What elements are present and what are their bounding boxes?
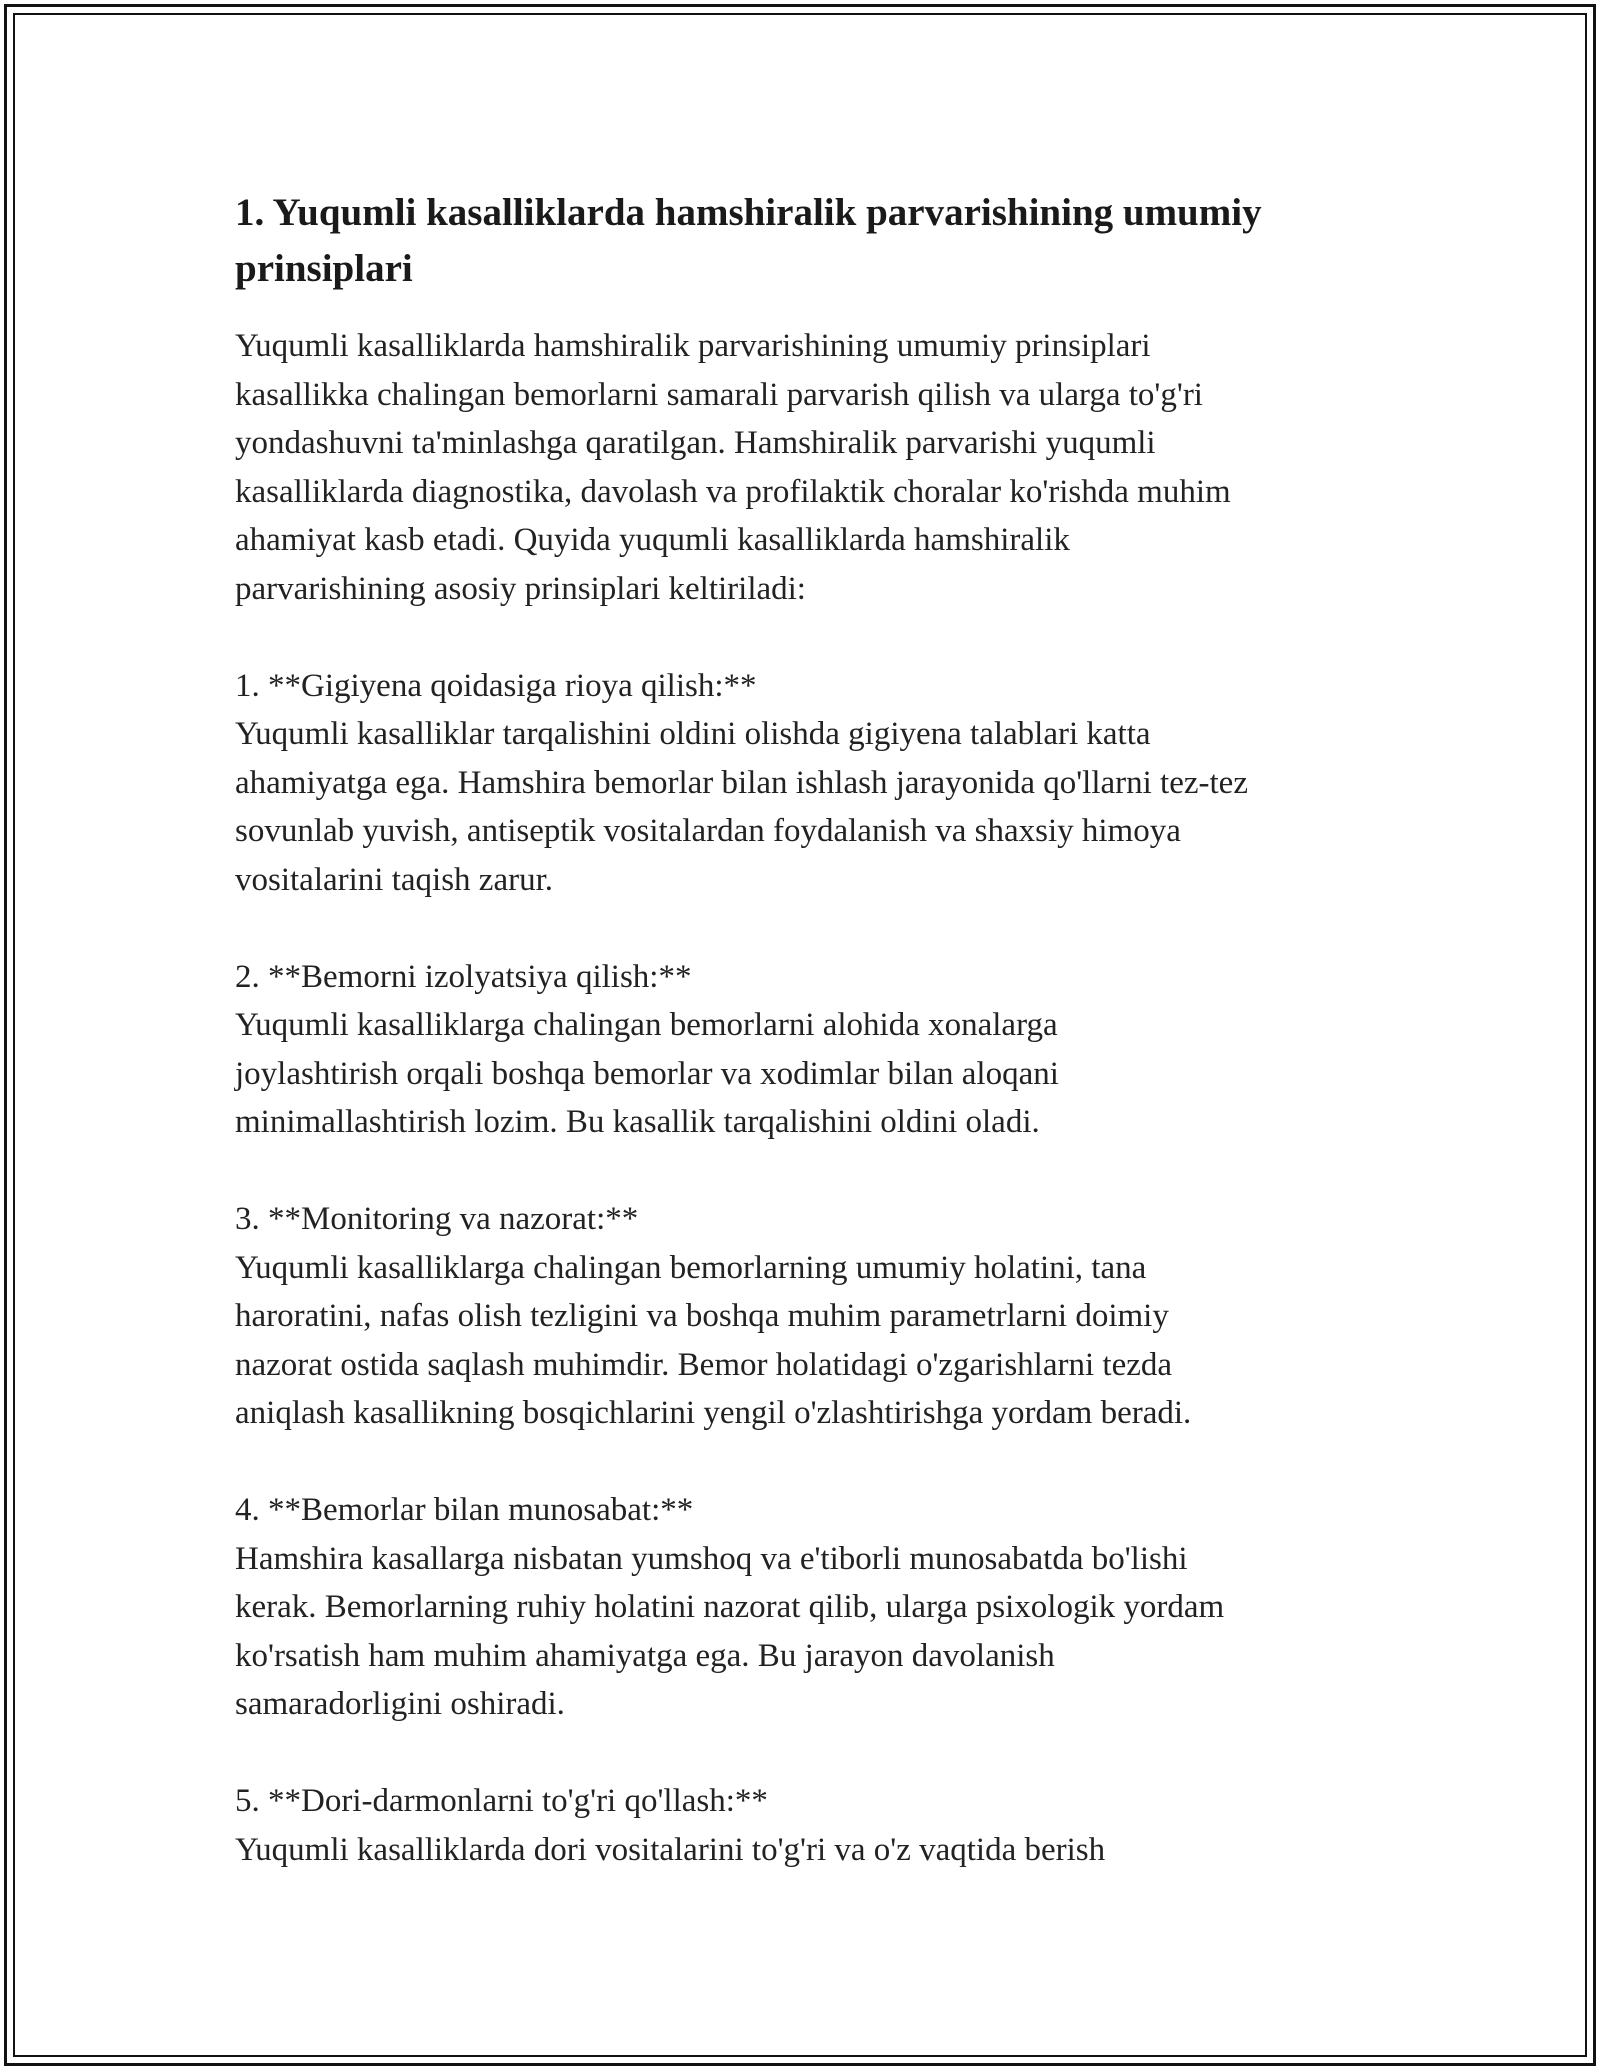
section-heading: 1. **Gigiyena qoidasiga rioya qilish:** [235, 667, 757, 704]
document-title-line-2: prinsiplari [235, 247, 413, 290]
section-medication [235, 1777, 1375, 1874]
document-content [235, 185, 1375, 1874]
section-patient-relations [235, 1486, 1375, 1729]
section-body: Hamshira kasallarga nisbatan yumshoq va e'tiborli munosabatda bo'lishi kerak. Bemorlarning ruhiy holatini nazorat qilib, ularga psixologik yordam ko'rsatish ham muhim ahamiyatga ega. Bu jarayon davolanish samaradorligini oshiradi. [235, 1540, 1225, 1722]
section-heading: 3. **Monitoring va nazorat:** [235, 1201, 639, 1237]
section-heading: 2. **Bemorni izolyatsiya qilish:** [235, 958, 692, 995]
document-title [235, 185, 1375, 297]
section-monitoring [235, 1195, 1375, 1438]
section-body: Yuqumli kasalliklar tarqalishini oldini olishda gigiyena talablari katta ahamiyatga ega. Hamshira bemorlar bilan ishlash jarayonida qo'llarni tez-tez sovunlab yuvish, antiseptik vositalardan foydalanish va shaxsiy himoya vositalarini taqish zarur. [235, 716, 1248, 898]
section-body: Yuqumli kasalliklarda dori vositalarini to'g'ri va o'z vaqtida berish [235, 1831, 1106, 1868]
section-body: Yuqumli kasalliklarga chalingan bemorlarning umumiy holatini, tana haroratini, nafas olish tezligini va boshqa muhim parametrlarni doimiy nazorat ostida saqlash muhimdir. Bemor holatidagi o'zgarishlarni tezda aniqlash kasallikning bosqichlarini yengil o'zlashtirishga yordam beradi. [235, 1249, 1192, 1431]
section-body: Yuqumli kasalliklarga chalingan bemorlarni alohida xonalarga joylashtirish orqali boshqa bemorlar va xodimlar bilan aloqani minimallashtirish lozim. Bu kasallik tarqalishini oldini oladi. [235, 1007, 1059, 1140]
section-isolation [235, 953, 1375, 1147]
section-heading: 5. **Dori-darmonlarni to'g'ri qo'llash:** [235, 1783, 768, 1819]
document-title-line-1: 1. Yuqumli kasalliklarda hamshiralik parvarishining umumiy [235, 191, 1262, 234]
section-heading: 4. **Bemorlar bilan munosabat:** [235, 1492, 694, 1528]
intro-paragraph: Yuqumli kasalliklarda hamshiralik parvarishining umumiy prinsiplari kasallikka chalingan bemorlarni samarali parvarish qilish va ularga to'g'ri yondashuvni ta'minlashga qaratilgan. Hamshiralik parvarishi yuqumli kasalliklarda diagnostika, davolash va profilaktik choralar ko'rishda muhim ahamiyat kasb etadi. Quyida yuqumli kasalliklarda hamshiralik parvarishining asosiy prinsiplari keltiriladi: [235, 328, 1231, 607]
section-hygiene [235, 662, 1375, 905]
